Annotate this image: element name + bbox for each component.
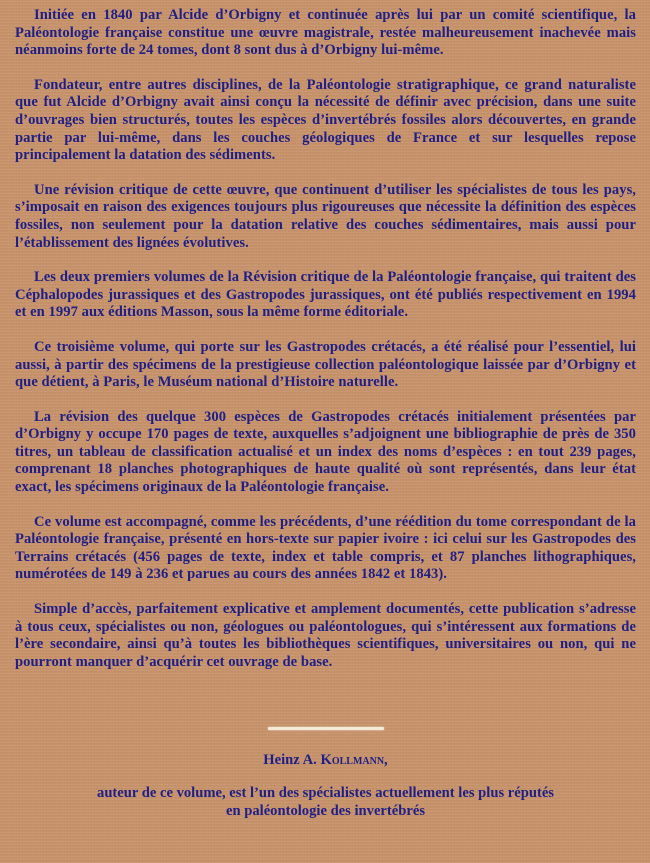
paragraph-history: Initiée en 1840 par Alcide d’Orbigny et continuée après lui par un comité scientifique, la Paléontologie française constitue une œuvre magistrale, restée malheureusement inachevée mais néanmoins forte de 24 tomes, dont 8 sont dus à d’Orbigny lui-même. bbox=[15, 7, 636, 59]
author-given-name: Heinz A. bbox=[263, 752, 317, 769]
author-description-line-1: auteur de ce volume, est l’un des spécialistes actuellement les plus réputés bbox=[97, 785, 554, 802]
paragraph-contents: La révision des quelque 300 espèces de Gastropodes crétacés initialement présentées par d’Orbigny y occupe 170 pages de texte, auxquelles s’adjoignent une bibliographie de près de 350 titres, un tableau de classification actualisé et un index des noms d’espèces : en tout 239 pages, comprenant 18 planches photographiques de haute qualité où sont représentés, dans leur état exact, les spécimens originaux de la Paléontologie française. bbox=[15, 408, 636, 496]
author-description bbox=[15, 785, 636, 820]
paragraph-previous-volumes: Les deux premiers volumes de la Révision critique de la Paléontologie française, qui traitent des Céphalopodes jurassiques et des Gastropodes jurassiques, ont été publiés respectivement en 1994 et en 1997 aux éditions Masson, sous la même forme éditoriale. bbox=[15, 269, 636, 321]
author-surname: Kollmann, bbox=[320, 752, 388, 769]
divider-rule bbox=[268, 727, 384, 730]
body-text bbox=[15, 7, 636, 671]
author-description-line-2: en paléontologie des invertébrés bbox=[225, 803, 426, 819]
paragraph-audience: Simple d’accès, parfaitement explicative et amplement documentés, cette publication s’adresse à tous ceux, spécialistes ou non, géologues ou paléontologues, qui s’intéressent aux formations de l’ère secondaire, ainsi qu’à toutes les bibliothèques scientifiques, universitaires ou non, qui ne pourront manquer d’acquérir cet ouvrage de base. bbox=[15, 601, 636, 670]
paragraph-founder: Fondateur, entre autres disciplines, de la Paléontologie stratigraphique, ce grand naturaliste que fut Alcide d’Orbigny avait ainsi conçu la nécessité de définir avec précision, dans une suite d’ouvrages bien structurés, toutes les espèces d’invertébrés fossiles alors découvertes, en grande partie par lui-même, dans les couches géologiques de France et sur lesquelles repose principalement la datation des sédiments. bbox=[15, 76, 636, 164]
author-name bbox=[15, 751, 636, 769]
paragraph-reedition: Ce volume est accompagné, comme les précédents, d’une réédition du tome correspondant de la Paléontologie française, présenté en hors-texte sur papier ivoire : ici celui sur les Gastropodes des Terrains crétacés (456 pages de texte, index et table compris, et 87 planches lithographiques, numérotées de 149 à 236 et parues au cours des années 1842 et 1843). bbox=[15, 513, 636, 583]
paragraph-third-volume: Ce troisième volume, qui porte sur les Gastropodes crétacés, a été réalisé pour l’essentiel, lui aussi, à partir des spécimens de la prestigieuse collection paléontologique laissée par d’Orbigny et que détient, à Paris, le Muséum national d’Histoire naturelle. bbox=[15, 338, 636, 391]
paragraph-revision: Une révision critique de cette œuvre, que continuent d’utiliser les spécialistes de tous les pays, s’imposait en raison des exigences toujours plus rigoureuses que nécessite la définition des espèces fossiles, non seulement pour la datation relative des couches sédimentaires, mais aussi pour l’établissement des lignées évolutives. bbox=[15, 181, 636, 251]
